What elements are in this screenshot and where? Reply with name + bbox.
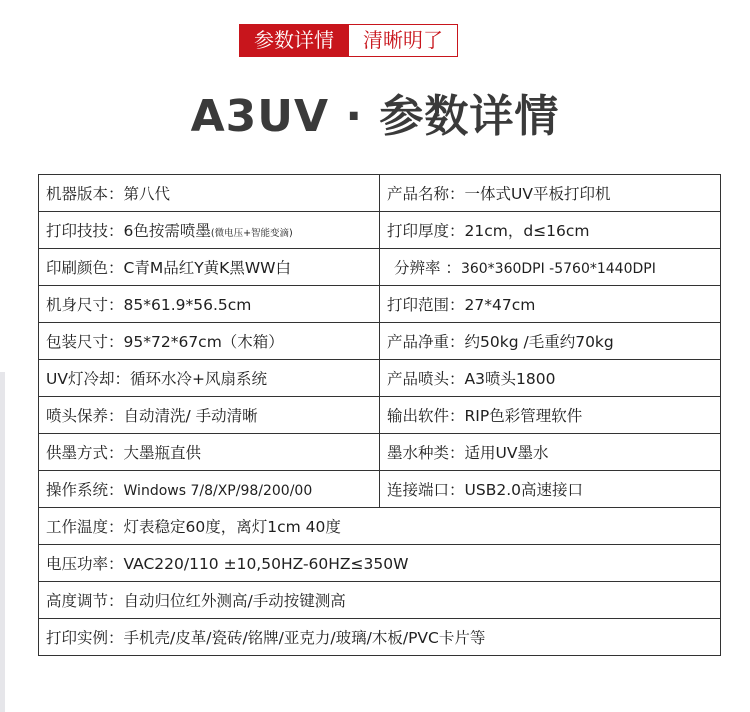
spec-cell-full — [39, 582, 721, 619]
spec-label: 包装尺寸： — [46, 333, 124, 351]
spec-value: 360*360DPI -5760*1440DPI — [460, 261, 656, 277]
table-row — [39, 471, 721, 508]
spec-value: 85*61.9*56.5cm — [123, 296, 252, 314]
table-row — [39, 397, 721, 434]
spec-cell — [39, 434, 380, 471]
table-row-full — [39, 619, 721, 656]
spec-cell — [39, 175, 380, 212]
spec-value: 一体式UV平板打印机 — [464, 185, 611, 203]
spec-cell — [380, 471, 721, 508]
spec-value: Windows 7/8/XP/98/200/00 — [123, 483, 313, 499]
spec-cell — [39, 286, 380, 323]
spec-cell-full — [39, 545, 721, 582]
spec-cell — [39, 471, 380, 508]
spec-cell — [380, 360, 721, 397]
spec-value: 适用UV墨水 — [464, 444, 549, 462]
spec-cell — [380, 212, 721, 249]
table-row-full — [39, 508, 721, 545]
spec-label: 打印厚度： — [387, 222, 465, 240]
spec-label: 机身尺寸： — [46, 296, 124, 314]
spec-label: 打印实例： — [46, 629, 124, 647]
spec-label: 产品名称： — [387, 185, 465, 203]
spec-label: 打印技技： — [46, 222, 124, 240]
spec-cell — [39, 249, 380, 286]
spec-label: 工作温度： — [46, 518, 124, 536]
left-edge-bar — [0, 372, 5, 712]
spec-cell — [380, 434, 721, 471]
spec-value: 自动归位红外测高/手动按键测高 — [123, 592, 346, 610]
spec-value: 循环水冷+风扇系统 — [129, 370, 267, 388]
spec-label: 供墨方式： — [46, 444, 124, 462]
table-row-full — [39, 582, 721, 619]
spec-label: 产品净重： — [387, 333, 465, 351]
spec-label: 高度调节： — [46, 592, 124, 610]
spec-label: 分辨率 ： — [394, 259, 461, 277]
tab-params-detail[interactable]: 参数详情 — [239, 24, 349, 57]
spec-value: A3喷头1800 — [464, 370, 556, 388]
spec-value: 大墨瓶直供 — [123, 444, 202, 462]
spec-cell — [39, 397, 380, 434]
spec-value: C青M品红Y黄K黑WW白 — [123, 259, 291, 277]
spec-label: UV灯冷却： — [46, 370, 130, 388]
spec-cell — [380, 175, 721, 212]
spec-label: 产品喷头： — [387, 370, 465, 388]
spec-cell — [380, 397, 721, 434]
spec-value: 自动清洗/ 手动清晰 — [123, 407, 258, 425]
spec-label: 连接端口： — [387, 481, 465, 499]
spec-value: 约50kg /毛重约70kg — [464, 333, 614, 351]
spec-cell — [39, 360, 380, 397]
table-row — [39, 323, 721, 360]
spec-label: 印刷颜色： — [46, 259, 124, 277]
spec-label: 操作系统： — [46, 481, 124, 499]
spec-value: 95*72*67cm（木箱） — [123, 333, 284, 351]
spec-label: 机器版本： — [46, 185, 124, 203]
spec-cell-full — [39, 508, 721, 545]
spec-table — [38, 174, 721, 656]
table-row — [39, 175, 721, 212]
spec-value: 6色按需喷墨 — [123, 222, 211, 240]
spec-cell-full — [39, 619, 721, 656]
spec-value: 27*47cm — [464, 296, 536, 314]
spec-cell — [39, 212, 380, 249]
table-row — [39, 249, 721, 286]
spec-value: 第八代 — [123, 185, 171, 203]
spec-value: 21cm，d≤16cm — [464, 222, 590, 240]
spec-value: 灯表稳定60度，离灯1cm 40度 — [123, 518, 341, 536]
spec-cell — [380, 323, 721, 360]
spec-value: 手机壳/皮革/瓷砖/铭牌/亚克力/玻璃/木板/PVC卡片等 — [123, 629, 486, 647]
header-tabs — [239, 24, 458, 57]
spec-label: 墨水种类： — [387, 444, 465, 462]
spec-label: 电压功率： — [46, 555, 124, 573]
spec-cell — [380, 249, 721, 286]
spec-cell — [39, 323, 380, 360]
table-row — [39, 212, 721, 249]
tab-clear[interactable]: 清晰明了 — [349, 24, 458, 57]
spec-label: 输出软件： — [387, 407, 465, 425]
spec-label: 喷头保养： — [46, 407, 124, 425]
spec-cell — [380, 286, 721, 323]
spec-note: (微电压+智能变滴) — [210, 228, 293, 239]
page-title: A3UV · 参数详情 — [190, 91, 560, 142]
spec-value: USB2.0高速接口 — [464, 481, 583, 499]
table-row — [39, 434, 721, 471]
table-row-full — [39, 545, 721, 582]
table-row — [39, 360, 721, 397]
spec-value: VAC220/110 ±10,50HZ-60HZ≤350W — [123, 555, 409, 573]
spec-value: RIP色彩管理软件 — [464, 407, 583, 425]
table-row — [39, 286, 721, 323]
spec-label: 打印范围： — [387, 296, 465, 314]
